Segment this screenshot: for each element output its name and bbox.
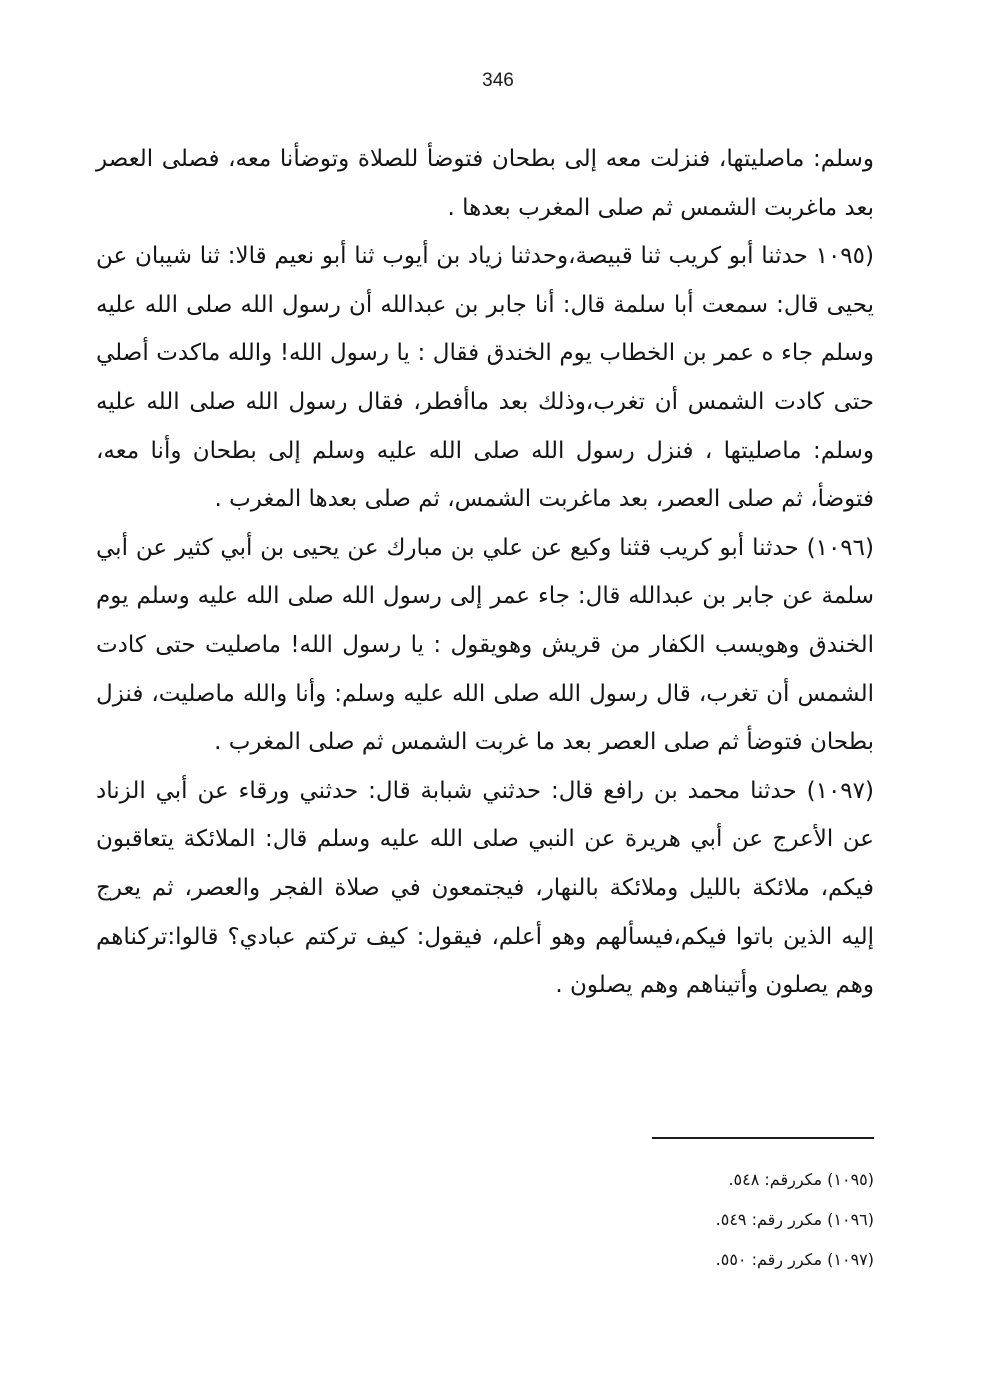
footnotes [574,1160,874,1280]
footnote-1097: (١٠٩٧) مكرر رقم: ٥٥٠. [715,1250,874,1269]
footnote-1095: (١٠٩٥) مكررقم: ٥٤٨. [728,1170,874,1189]
main-text [96,135,874,1010]
paragraph-hadith-1096: (١٠٩٦) حدثنا أبو كريب قثنا وكيع عن علي بن مبارك عن يحيى بن أبي كثير عن أبي سلمة عن جابر بن عبدالله قال: جاء عمر إلى رسول الله صلى الله عليه وسلم يوم الخندق وهويسب الكفار من قريش وهويقول : يا رسول الله! ماصليت حتى كادت الشمس أن تغرب، قال رسول الله صلى الله عليه وسلم: وأنا والله ماصليت، فنزل بطحان فتوضأ ثم صلى العصر بعد ما غربت الشمس ثم صلى المغرب . [96,534,874,756]
footnote-divider [652,1137,874,1139]
paragraph-hadith-continuation: وسلم: ماصليتها، فنزلت معه إلى بطحان فتوضأ للصلاة وتوضأنا معه، فصلى العصر بعد ماغربت الشمس ثم صلى المغرب بعدها . [96,146,874,221]
page-number: 346 [482,70,514,91]
footnote-1096: (١٠٩٦) مكرر رقم: ٥٤٩. [715,1210,874,1229]
paragraph-hadith-1095: (١٠٩٥ حدثنا أبو كريب ثنا قبيصة،وحدثنا زياد بن أيوب ثنا أبو نعيم قالا: ثنا شيبان عن يحيى قال: سمعت أبا سلمة قال: أنا جابر بن عبدالله أن رسول الله صلى الله عليه وسلم جاء ه عمر بن الخطاب يوم الخندق فقال : يا رسول الله! والله ماكدت أصلي حتى كادت الشمس أن تغرب،وذلك بعد ماأفطر، فقال رسول الله صلى الله عليه وسلم: ماصليتها ، فنزل رسول الله صلى الله عليه وسلم إلى بطحان وأنا معه، فتوضأ، ثم صلى العصر، بعد ماغربت الشمس، ثم صلى بعدها المغرب . [96,243,874,513]
paragraph-hadith-1097: (١٠٩٧) حدثنا محمد بن رافع قال: حدثني شبابة قال: حدثني ورقاء عن أبي الزناد عن الأعرج عن أبي هريرة عن النبي صلى الله عليه وسلم قال: الملائكة يتعاقبون فيكم، ملائكة بالليل وملائكة بالنهار، فيجتمعون في صلاة الفجر والعصر، ثم يعرج إليه الذين باتوا فيكم،فيسألهم وهو أعلم، فيقول: كيف تركتم عبادي؟ قالوا:تركناهم وهم يصلون وأتيناهم وهم يصلون . [96,777,874,999]
